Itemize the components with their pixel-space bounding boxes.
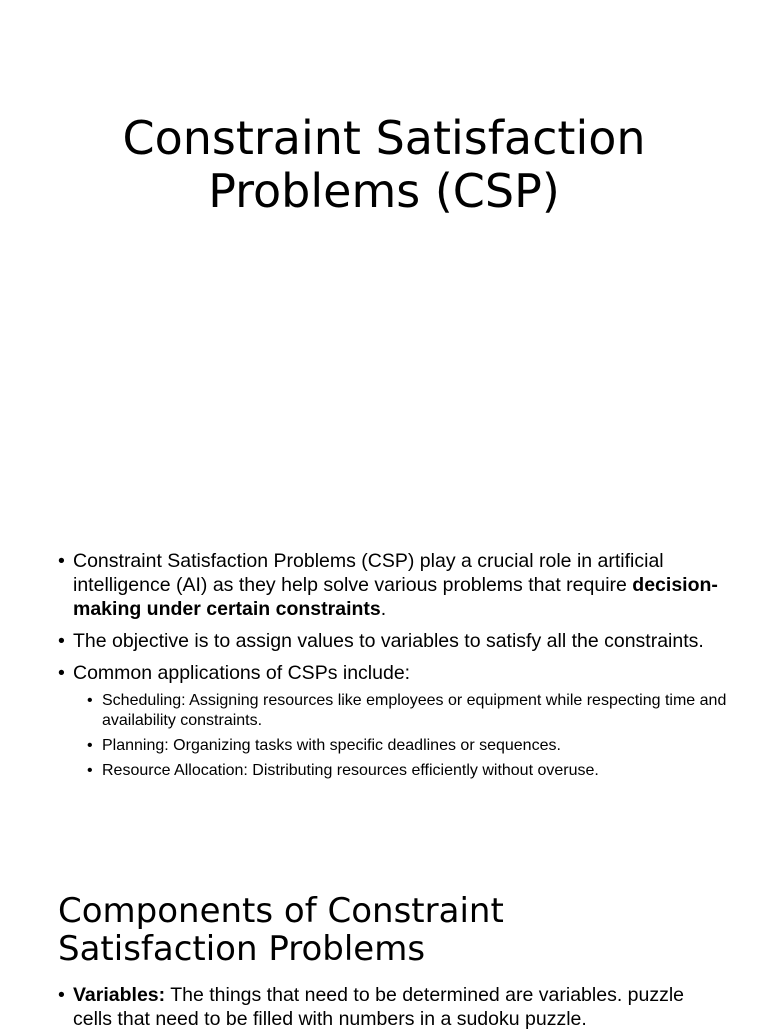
bullet-variables-label: Variables:: [73, 984, 166, 1006]
bullet-csp-role-bold: decision-making under certain constraints: [73, 574, 718, 620]
bullet-csp-role-text: Constraint Satisfaction Problems (CSP) play a crucial role in artificial intelligence (AI) as they help solve various problems that require: [73, 550, 664, 596]
sub-bullet-planning: • Planning: Organizing tasks with specific deadlines or sequences.: [87, 736, 728, 756]
intro-bullet-list: [58, 549, 728, 789]
bullet-csp-role-end: .: [380, 598, 387, 620]
bullet-csp-role: [58, 549, 728, 621]
slide-title: [0, 112, 768, 218]
bullet-applications: [58, 661, 728, 781]
components-heading: [58, 892, 728, 968]
components-heading-line-2: Satisfaction Problems: [58, 929, 426, 969]
bullet-variables-text: The things that need to be determined are variables. puzzle cells that need to be filled with numbers in a sudoku puzzle.: [73, 984, 685, 1030]
bullet-applications-text: Common applications of CSPs include:: [73, 662, 411, 684]
sub-bullet-scheduling: • Scheduling: Assigning resources like employees or equipment while respecting time and availability constraints.: [87, 691, 728, 731]
bullet-objective: • The objective is to assign values to variables to satisfy all the constraints.: [58, 629, 728, 653]
slide-title-line-2: Problems (CSP): [208, 164, 560, 218]
slide-title-line-1: Constraint Satisfaction: [122, 111, 646, 165]
components-heading-line-1: Components of Constraint: [58, 891, 504, 931]
applications-sub-list: [73, 691, 728, 781]
sub-bullet-resource-allocation: • Resource Allocation: Distributing resources efficiently without overuse.: [87, 761, 728, 781]
